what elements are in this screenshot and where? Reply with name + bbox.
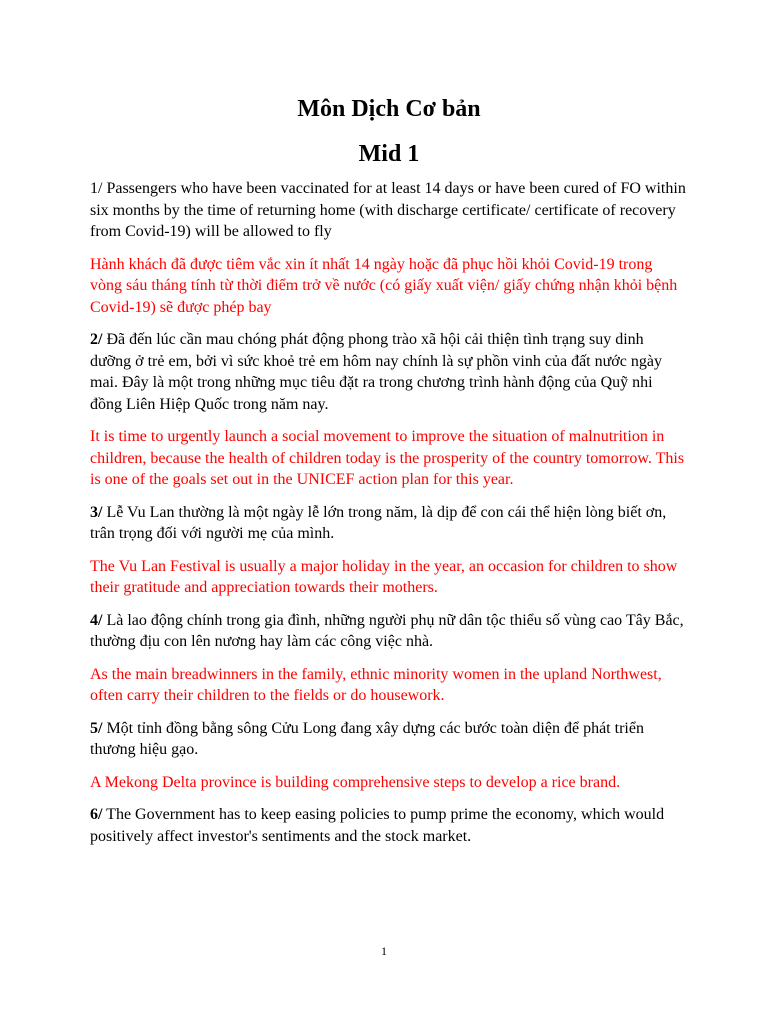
item-5-translation: A Mekong Delta province is building comprehensive steps to develop a rice brand.	[90, 773, 621, 791]
item-2-source-text: Đã đến lúc cần mau chóng phát động phong trào xã hội cải thiện tình trạng suy dinh dưỡng ở trẻ em, bởi vì sức khoẻ trẻ em hôm nay chính là sự phồn vinh của đất nước ngày mai. Đây là một trong những mục tiêu đặt ra trong chương trình hành động của Quỹ nhi đồng Liên Hiệp Quốc trong năm nay.	[90, 331, 662, 413]
item-6-source-text: The Government has to keep easing policies to pump prime the economy, which would positively affect investor's sentiments and the stock market.	[90, 806, 665, 845]
item-1-translation: Hành khách đã được tiêm vắc xin ít nhất 14 ngày hoặc đã phục hồi khỏi Covid-19 trong vòng sáu tháng tính từ thời điểm trở về nước (có giấy xuất viện/ giấy chứng nhận khỏi bệnh Covid-19) sẽ được phép bay	[90, 255, 678, 316]
item-4-translation: As the main breadwinners in the family, ethnic minority women in the upland Northwest, often carry their children to the fields or do housework.	[90, 665, 662, 704]
page-number: 1	[381, 944, 387, 958]
document-body	[90, 178, 688, 858]
item-1-source	[90, 178, 688, 243]
item-3-translation: The Vu Lan Festival is usually a major holiday in the year, an occasion for children to show their gratitude and appreciation towards their mothers.	[90, 557, 678, 596]
item-5-source	[90, 718, 688, 761]
item-4-number: 4/	[90, 611, 103, 629]
item-2-source	[90, 329, 688, 415]
item-3-number: 3/	[90, 503, 103, 521]
item-2-number: 2/	[90, 331, 103, 348]
page-subtitle: Mid 1	[358, 141, 420, 167]
page-title: Môn Dịch Cơ bản	[297, 96, 481, 122]
item-3-source	[90, 502, 688, 545]
item-6-number: 6/	[90, 806, 103, 823]
item-4-source	[90, 610, 688, 653]
item-1-source-text: Passengers who have been vaccinated for at least 14 days or have been cured of FO within six months by the time of returning home (with discharge certificate/ certificate of recovery from Covid-19) will be allowed to fly	[90, 180, 686, 240]
item-5-source-text: Một tỉnh đồng bằng sông Cửu Long đang xây dựng các bước toàn diện để phát triển thương hiệu gạo.	[90, 719, 644, 758]
item-1-number: 1/	[90, 180, 103, 197]
item-4-source-text: Là lao động chính trong gia đình, những người phụ nữ dân tộc thiểu số vùng cao Tây Bắc, thường địu con lên nương hay làm các công việc nhà.	[90, 611, 684, 650]
item-3-source-text: Lễ Vu Lan thường là một ngày lễ lớn trong năm, là dịp để con cái thể hiện lòng biết ơn, trân trọng đối với người mẹ của mình.	[90, 503, 667, 542]
item-2-translation: It is time to urgently launch a social movement to improve the situation of malnutrition in children, because the health of children today is the prosperity of the country tomorrow. This is one of the goals set out in the UNICEF action plan for this year.	[90, 428, 685, 488]
item-5-number: 5/	[90, 719, 103, 737]
item-6-source	[90, 804, 688, 847]
